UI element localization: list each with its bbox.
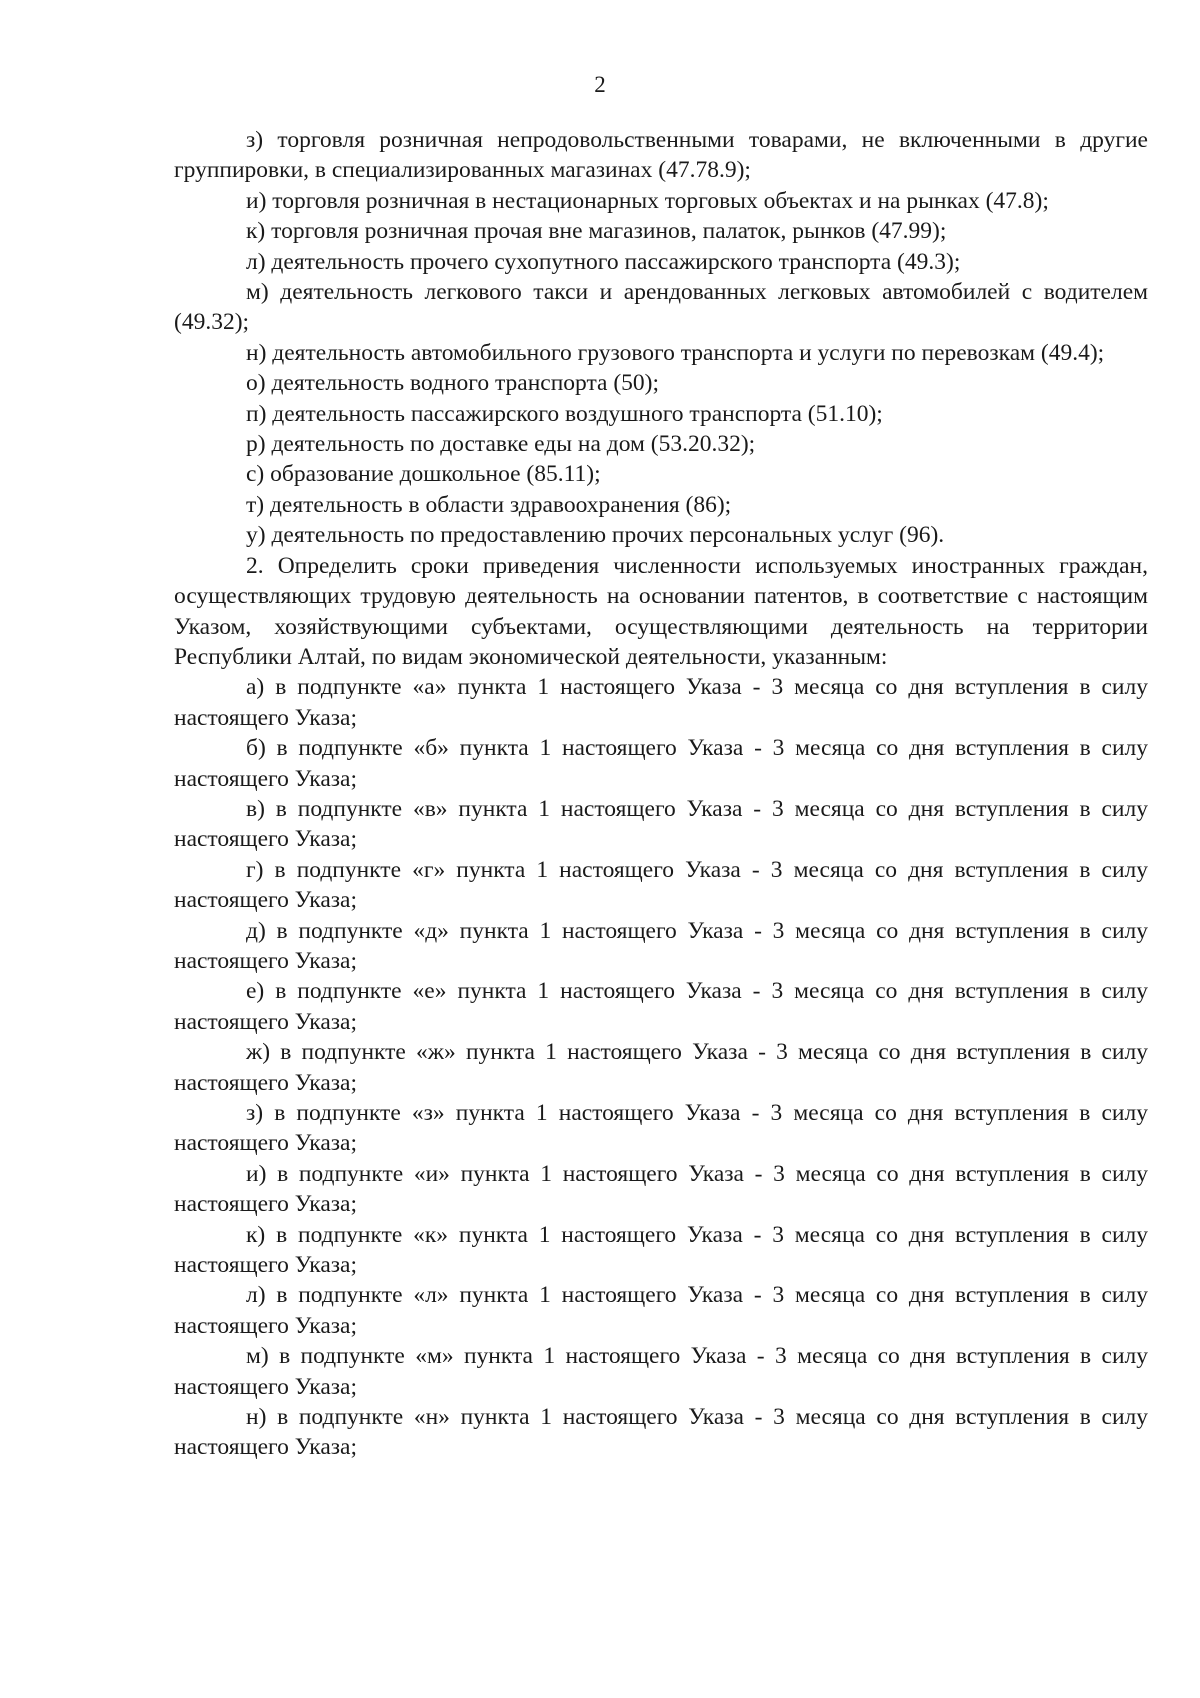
paragraph: з) торговля розничная непродовольственными товарами, не включенными в другие группировки, в специализированных магазинах (47.78.9); xyxy=(174,127,1148,184)
paragraph: п) деятельность пассажирского воздушного транспорта (51.10); xyxy=(246,400,883,427)
paragraph: м) в подпункте «м» пункта 1 настоящего Указа - 3 месяца со дня вступления в силу настоящего Указа; xyxy=(174,1343,1148,1400)
paragraph: д) в подпункте «д» пункта 1 настоящего Указа - 3 месяца со дня вступления в силу настоящего Указа; xyxy=(174,917,1148,974)
paragraph: б) в подпункте «б» пункта 1 настоящего Указа - 3 месяца со дня вступления в силу настоящего Указа; xyxy=(174,735,1148,792)
paragraph: н) деятельность автомобильного грузового транспорта и услуги по перевозкам (49.4); xyxy=(246,339,1105,366)
paragraph: м) деятельность легкового такси и арендованных легковых автомобилей с водителем (49.32); xyxy=(174,279,1148,336)
paragraph: з) в подпункте «з» пункта 1 настоящего Указа - 3 месяца со дня вступления в силу настоящего Указа; xyxy=(174,1100,1148,1157)
document-body xyxy=(174,125,1148,1463)
paragraph: и) в подпункте «и» пункта 1 настоящего Указа - 3 месяца со дня вступления в силу настоящего Указа; xyxy=(174,1160,1148,1218)
paragraph: г) в подпункте «г» пункта 1 настоящего Указа - 3 месяца со дня вступления в силу настоящего Указа; xyxy=(174,856,1148,914)
paragraph: н) в подпункте «н» пункта 1 настоящего Указа - 3 месяца со дня вступления в силу настоящего Указа; xyxy=(174,1404,1148,1461)
paragraph: в) в подпункте «в» пункта 1 настоящего Указа - 3 месяца со дня вступления в силу настоящего Указа; xyxy=(174,795,1148,853)
paragraph: е) в подпункте «е» пункта 1 настоящего Указа - 3 месяца со дня вступления в силу настоящего Указа; xyxy=(174,978,1148,1035)
paragraph: ж) в подпункте «ж» пункта 1 настоящего Указа - 3 месяца со дня вступления в силу настоящего Указа; xyxy=(174,1039,1148,1096)
paragraph: о) деятельность водного транспорта (50); xyxy=(246,370,660,397)
paragraph: с) образование дошкольное (85.11); xyxy=(246,461,601,488)
paragraph: у) деятельность по предоставлению прочих персональных услуг (96). xyxy=(246,522,945,549)
paragraph: л) деятельность прочего сухопутного пассажирского транспорта (49.3); xyxy=(246,248,961,275)
paragraph: л) в подпункте «л» пункта 1 настоящего Указа - 3 месяца со дня вступления в силу настоящего Указа; xyxy=(174,1282,1148,1339)
paragraph: а) в подпункте «а» пункта 1 настоящего Указа - 3 месяца со дня вступления в силу настоящего Указа; xyxy=(174,674,1148,731)
paragraph: к) в подпункте «к» пункта 1 настоящего Указа - 3 месяца со дня вступления в силу настоящего Указа; xyxy=(174,1221,1148,1279)
paragraph: р) деятельность по доставке еды на дом (53.20.32); xyxy=(246,431,756,458)
paragraph: 2. Определить сроки приведения численности используемых иностранных граждан, осуществляющих трудовую деятельность на основании патентов, в соответствие с настоящим Указом, хозяйствующими субъектами, осуществляющими деятельность на территории Республики Алтай, по видам экономической деятельности, указанным: xyxy=(174,552,1148,670)
paragraph: к) торговля розничная прочая вне магазинов, палаток, рынков (47.99); xyxy=(246,218,947,245)
page-number: 2 xyxy=(594,72,606,97)
paragraph: т) деятельность в области здравоохранения (86); xyxy=(246,491,732,518)
paragraph: и) торговля розничная в нестационарных торговых объектах и на рынках (47.8); xyxy=(246,187,1049,214)
